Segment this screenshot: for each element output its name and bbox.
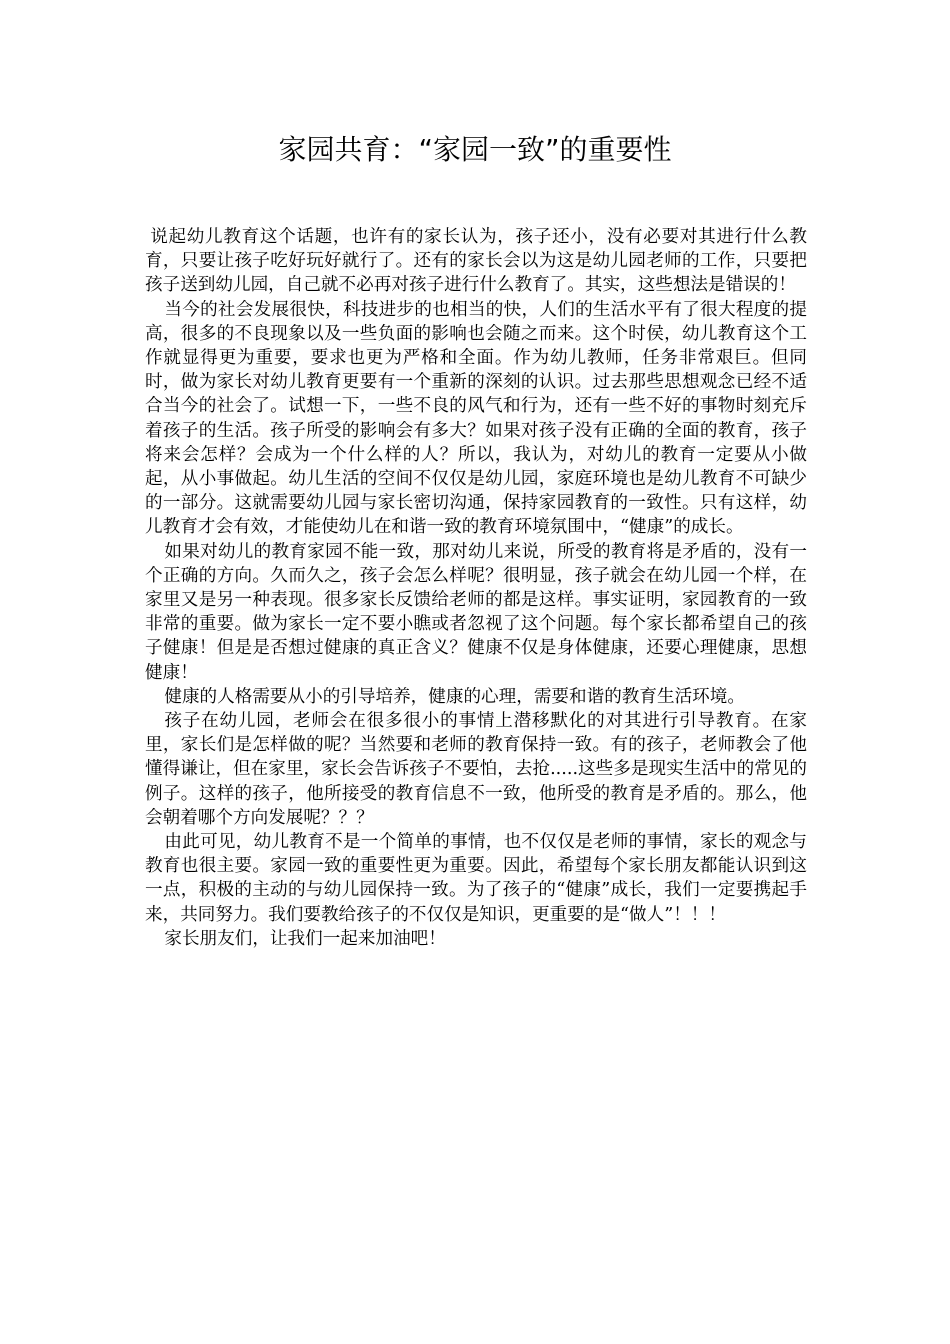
paragraph-1: 说起幼儿教育这个话题，也许有的家长认为，孩子还小，没有必要对其进行什么教育，只要让孩子吃好玩好就行了。还有的家长会以为这是幼儿园老师的工作，只要把孩子送到幼儿园，自己就不必再对孩子进行什么教育了。其实，这些想法是错误的！ — [145, 227, 807, 296]
paragraph-6: 由此可见，幼儿教育不是一个简单的事情，也不仅仅是老师的事情，家长的观念与教育也很主要。家园一致的重要性更为重要。因此，希望每个家长朋友都能认识到这一点，积极的主动的与幼儿园保持一致。为了孩子的“健康”成长，我们一定要携起手来，共同努力。我们要教给孩子的不仅仅是知识，更重要的是“做人”！！！ — [145, 832, 807, 925]
paragraph-5: 孩子在幼儿园，老师会在很多很小的事情上潜移默化的对其进行引导教育。在家里，家长们是怎样做的呢？当然要和老师的教育保持一致。有的孩子，老师教会了他懂得谦让，但在家里，家长会告诉孩子不要怕，去抢.....这些多是现实生活中的常见的例子。这样的孩子，他所接受的教育信息不一致，他所受的教育是矛盾的。那么，他会朝着哪个方向发展呢？？？ — [145, 711, 807, 828]
paragraph-2: 当今的社会发展很快，科技进步的也相当的快，人们的生活水平有了很大程度的提高，很多的不良现象以及一些负面的影响也会随之而来。这个时侯，幼儿教育这个工作就显得更为重要，要求也更为严格和全面。作为幼儿教师，任务非常艰巨。但同时，做为家长对幼儿教育更要有一个重新的深刻的认识。过去那些思想观念已经不适合当今的社会了。试想一下，一些不良的风气和行为，还有一些不好的事物时刻充斥着孩子的生活。孩子所受的影响会有多大？如果对孩子没有正确的全面的教育，孩子将来会怎样？会成为一个什么样的人？所以，我认为，对幼儿的教育一定要从小做起，从小事做起。幼儿生活的空间不仅仅是幼儿园，家庭环境也是幼儿教育不可缺少的一部分。这就需要幼儿园与家长密切沟通，保持家园教育的一致性。只有这样，幼儿教育才会有效，才能使幼儿在和谐一致的教育环境氛围中，“健康”的成长。 — [145, 299, 807, 538]
document-title: 家园共育：“家园一致”的重要性 — [278, 133, 672, 166]
document-body — [145, 225, 807, 951]
paragraph-4: 健康的人格需要从小的引导培养，健康的心理，需要和谐的教育生活环境。 — [164, 686, 745, 707]
paragraph-7: 家长朋友们，让我们一起来加油吧！ — [164, 928, 446, 949]
paragraph-3: 如果对幼儿的教育家园不能一致，那对幼儿来说，所受的教育将是矛盾的，没有一个正确的方向。久而久之，孩子会怎么样呢？很明显，孩子就会在幼儿园一个样，在家里又是另一种表现。很多家长反馈给老师的都是这样。事实证明，家园教育的一致非常的重要。做为家长一定不要小瞧或者忽视了这个问题。每个家长都希望自己的孩子健康！但是是否想过健康的真正含义？健康不仅是身体健康，还要心理健康，思想健康！ — [145, 541, 807, 683]
